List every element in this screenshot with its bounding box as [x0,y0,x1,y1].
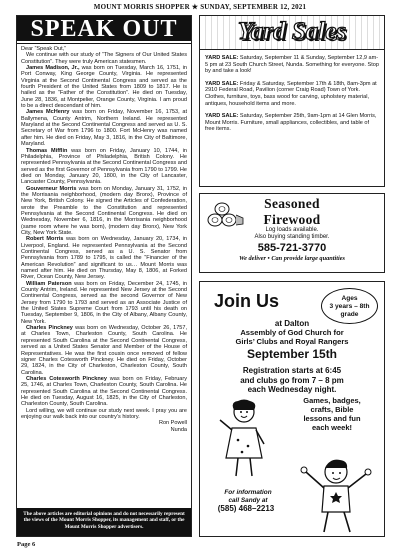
firewood-tagline: We deliver • Can provide large quantities [239,255,345,262]
log-pile-icon [206,198,244,228]
signer-paragraph [21,281,187,325]
header-title: MOUNT MORRIS SHOPPER ★ SUNDAY, SEPTEMBER 12, 2021 [93,3,307,11]
yard-sales-box [199,15,385,187]
registration-line-2: and clubs go from 7 – 8 pm [240,375,344,385]
ages-line-3: grade [340,311,359,318]
signer-text: was born on Friday, November 16, 1753, at Ballymena, County Antrim, Northern Ireland. He represented Maryland at the Second Continental Congress and served as U. S. Secretary of War from 1796 to 1800. Fort McHenry was named after him. He died on Friday, May 3, 1816, in the City of Baltimore, Maryland. [21,109,188,148]
yard-sale-label: YARD SALE: [205,55,239,61]
ages-line-1: Ages [341,295,358,302]
signer-text: was born on Monday, January 31, 1752, in the Morrisania neighborhood, (modern day Bronx), Province of New York, British Colony. He signed the Articles of Confederation, wrote the Preamble to the Constitution and represented Pennsylvania at the Second Continental Congress. He died on Wednesday, November 6, 1816, in the Morrisania neighborhood (same room where he was born), (modern day Bronx), New York City, New York State. [21,185,187,236]
registration-line-3: each Wednesday night. [247,385,337,394]
firewood-ad [199,193,385,273]
speak-out-banner: SPEAK OUT [17,16,191,43]
yard-sale-text: Friday & Saturday, September 17th & 18th, 8am-3pm at 2910 Federal Road, Pavilion (corner Craig Road) Town of York. Clothes, furniture, toys, bass wood for carving, upholstery material, antiques, household items and more. [205,80,377,107]
firewood-phone: 585-721-3770 [257,242,327,254]
intro-paragraph: We continue with our study of “The Signers of Our United States Constitution”. They were truly American statesmen. [21,52,187,65]
yard-sale-label: YARD SALE: [205,80,239,87]
signer-name: Gouverneur Morris [26,185,77,192]
signer-text: was born on Wednesday, October 26, 1757, at Charles Town, Charleston County, South Carolina. He represented South Carolina at the Second Continental Congress, served as a United States Senator and Member of the House of Representatives. He was the first cousin once removed of fellow signer Charles Cotesworth Pinckney. He died on Friday, October 29, 1824, in the City of Charleston, Charleston County, South Carolina. [21,325,187,376]
activities-line-3: lessons and fun [303,414,361,423]
yard-sales-header [200,16,384,50]
signer-name: James Madison, Jr., [26,65,80,72]
activities-text [295,396,369,432]
speak-out-letter [17,43,191,433]
signature-town: Nunda [170,426,187,433]
firewood-title-line-1: Seasoned [264,196,320,211]
boy-illustration-icon [290,452,380,536]
yard-sales-list [200,50,384,133]
join-us-ad [199,281,385,537]
yard-sale-item [205,81,380,107]
signer-name: Charles Cotesworth Pinckney [26,375,107,382]
event-date: September 15th [246,347,338,361]
firewood-line-1: Log loads available. [265,227,319,233]
salutation: Dear “Speak Out,” [21,46,67,52]
activities-line-1: Games, badges, [303,396,361,405]
registration-line-1: Registration starts at 6:45 [242,366,342,375]
contact-line-2: call Sandy at [228,496,268,504]
closing-paragraph: Lord willing, we will continue our study next week. I pray you are enjoying our walk back into our country’s history. [21,407,187,420]
yard-sale-text: Saturday, September 25th, 9am-1pm at 14 Glen Morris, Mount Morris. Furniture, small appliances, collectibles, and table of free items. [205,113,377,133]
signer-text: was born on Friday, January 10, 1744, in Philadelphia, Province of Philadelphia, British Colony. He represented Pennsylvania at the Second Continental Congress and served as the first Governor of Pennsylvania from 1790 to 1799. He died on Monday, January 20, 1800, in the City of Lancaster, Lancaster County, Pennsylvania. [21,147,187,186]
signer-paragraph [21,65,187,109]
girl-illustration-icon [218,398,266,478]
registration-info [200,366,384,395]
yard-sale-item [205,55,380,75]
signer-text: was born on Tuesday, March 16, 1751, in Port Conway, King George County, Virginia. He represented Virginia at the Second Continental Congress and served as the fourth President of the United States from 1809 to 1817. He is hailed as the “Father of the Constitution”. He died on Tuesday, June 28, 1836, at Montpelier, Orange County, Virginia. I am proud to be a direct descendant of him. [21,65,187,110]
signer-name: Charles Pinckney [26,325,73,332]
organization-line-1: Assembly of God Church for [240,328,344,337]
ages-line-2: 3 years – 8th [329,303,370,310]
signer-paragraph [21,186,187,237]
signer-name: Thomas Mifflin [26,147,68,154]
editorial-disclaimer: The above articles are editorial opinions and do not necessarily represent the views of the Mount Morris Shopper, its management and staff, or the Mount Morris Shopper advertisers. [17,508,191,536]
signer-name: William Paterson [26,280,72,287]
signer-paragraph [21,148,187,186]
activities-line-4: each week! [311,423,353,432]
firewood-line-2: Also buying standing timber. [254,234,330,240]
signature-name: Ron Powell [158,420,187,427]
signer-paragraph [21,376,187,408]
newspaper-header [0,0,400,14]
signer-name: Robert Morris [26,236,64,243]
signer-paragraph [21,236,187,280]
join-us-title: Join Us [214,291,280,311]
speak-out-column [16,15,192,537]
signer-paragraph [21,109,187,147]
signer-text: was born on Wednesday, January 20, 1734, in Liverpool, England. He represented Pennsylvania at the Second Continental Congress, served as a U. S. Senator from Pennsylvania from 1789 to 1795, is called the “Financier of the American Revolution” and significant to us… Mount Morris was named after him. He died on Thursday, May 8, 1806, at Forked River, Ocean County, New Jersey. [21,236,187,281]
signer-name: James McHenry [26,109,70,116]
yard-sale-text: Saturday, September 11 & Sunday, September 12,9 am-5 pm at 23 South Church Street, Nunda. Something for everyone. Stop by and take a look! [205,55,379,75]
organization-line-2: Girls’ Clubs and Royal Rangers [235,337,349,346]
activities-line-2: crafts, Bible [310,405,354,414]
location-line: at Dalton [274,319,310,328]
yard-sale-item [205,113,380,133]
contact-phone: (585) 468–2213 [217,504,275,513]
yard-sale-label: YARD SALE: [205,113,239,120]
contact-text [216,489,280,504]
yard-sales-title: Yard Sales [237,18,347,45]
signer-paragraph [21,325,187,376]
firewood-title-line-2: Firewood [263,212,321,227]
contact-line-1: For information [224,489,272,496]
signer-text: was born on Friday, December 24, 1745, in County Antrim, Ireland. He represented New Jersey at the Second Continental Congress, served as the second Governor of New Jersey from 1790 to 1793 and served as an Associate Justice of the United States Supreme Court from 1793 until his death on Tuesday, September 9, 1806, in the City of Albany, Albany County, New York. [21,280,187,325]
organization [200,328,384,346]
page-number: Page 6 [17,541,36,548]
signer-text: was born on Friday, February 25, 1746, at Charles Town, Charleston County, South Carolina. He represented South Carolina at the Second Continental Congress. He died on Tuesday, August 16, 1825, in the City of Charleston, Charleston County, South Carolina. [21,375,188,408]
